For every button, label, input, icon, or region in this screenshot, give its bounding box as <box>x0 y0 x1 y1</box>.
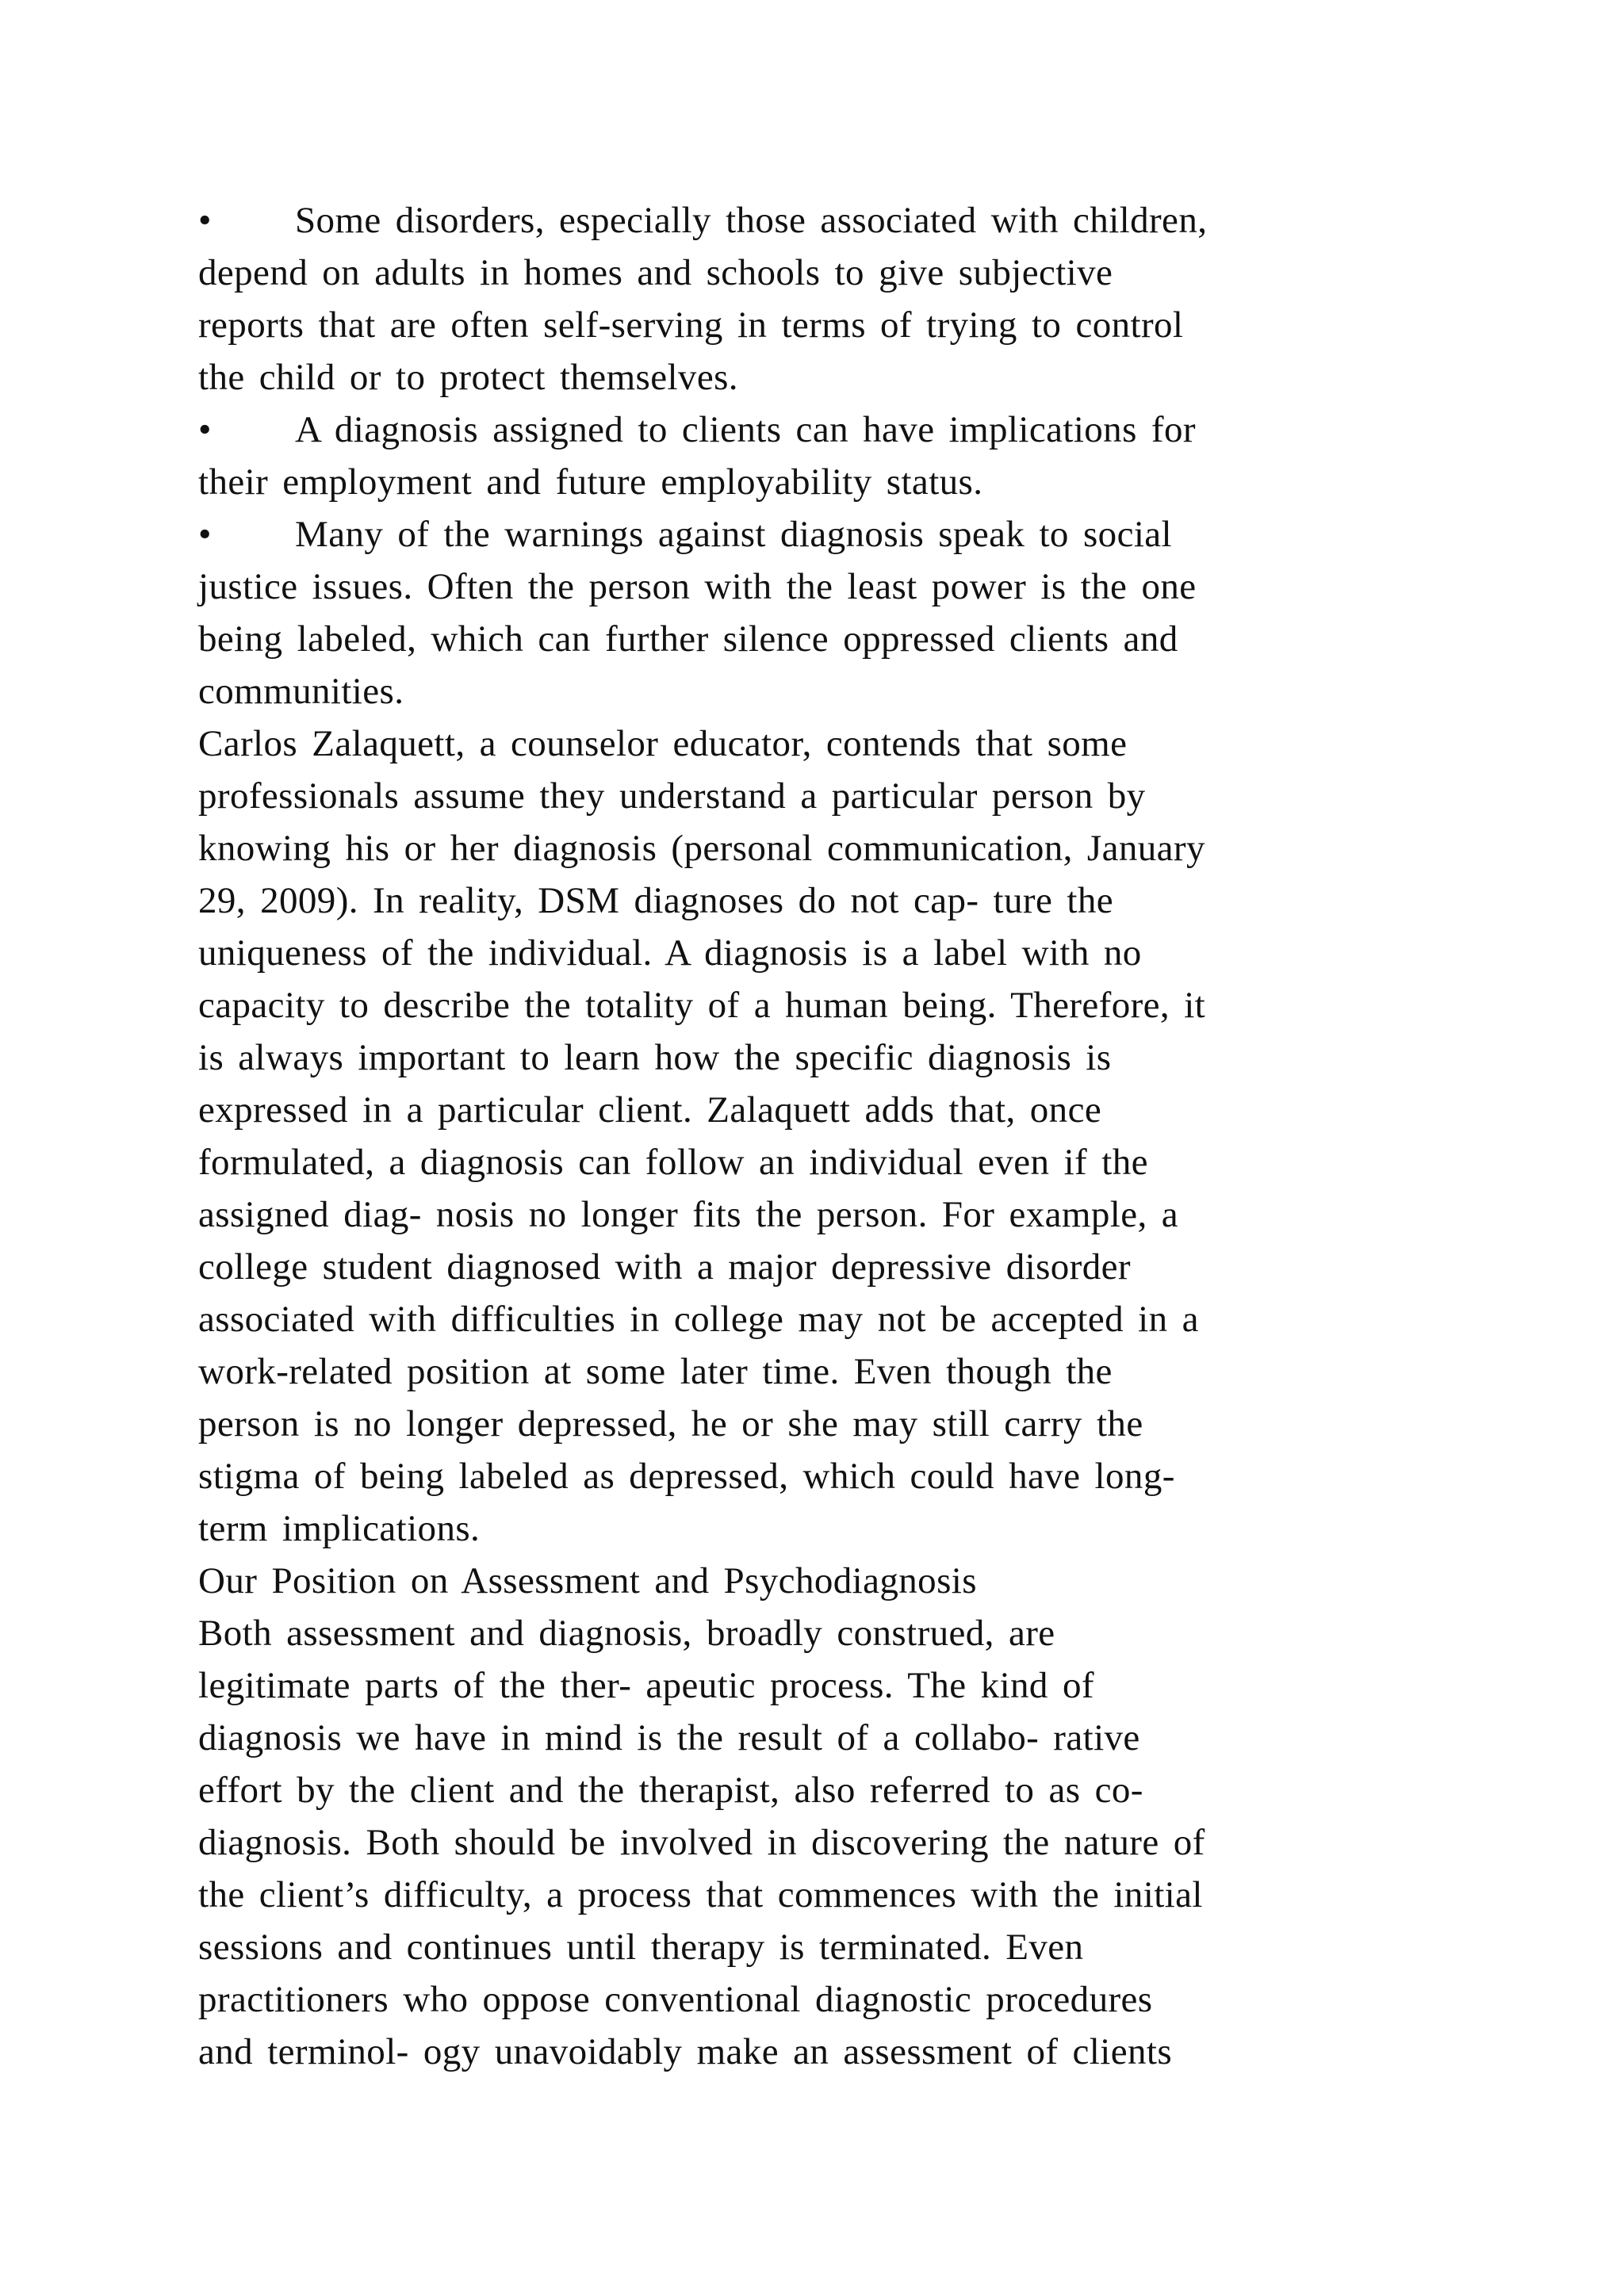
paragraph-1-line-4: 29, 2009). In reality, DSM diagnoses do not cap- ture the <box>198 880 1114 921</box>
paragraph-2-line-9: and terminol- ogy unavoidably make an assessment of clients <box>198 2031 1173 2072</box>
paragraph-2-line-6: the client’s difficulty, a process that commences with the initial <box>198 1874 1203 1915</box>
paragraph-1-line-9: formulated, a diagnosis can follow an individual even if the <box>198 1142 1148 1183</box>
paragraph-1-line-3: knowing his or her diagnosis (personal communication, January <box>198 828 1205 869</box>
bullet-3-line-3: being labeled, which can further silence oppressed clients and <box>198 618 1178 660</box>
bullet-1-line-2: depend on adults in homes and schools to give subjective <box>198 252 1113 293</box>
paragraph-1-line-14: person is no longer depressed, he or she may still carry the <box>198 1403 1143 1445</box>
paragraph-1-line-13: work-related position at some later time. Even though the <box>198 1351 1113 1392</box>
bullet-2-line-2: their employment and future employability status. <box>198 461 983 503</box>
bullet-icon: • <box>198 409 212 450</box>
paragraph-1-line-16: term implications. <box>198 1508 481 1549</box>
bullet-1-line-1 <box>198 194 1435 247</box>
paragraph-1-line-2: professionals assume they understand a particular person by <box>198 775 1146 817</box>
paragraph-2-line-2: legitimate parts of the ther- apeutic process. The kind of <box>198 1665 1094 1706</box>
paragraph-1-line-15: stigma of being labeled as depressed, which could have long- <box>198 1456 1175 1497</box>
bullet-2-line-1 <box>198 404 1435 456</box>
paragraph-2-line-1: Both assessment and diagnosis, broadly construed, are <box>198 1613 1055 1654</box>
paragraph-2-line-4: effort by the client and the therapist, also referred to as co- <box>198 1770 1143 1811</box>
paragraph-2-line-8: practitioners who oppose conventional diagnostic procedures <box>198 1979 1153 2020</box>
paragraph-1-line-7: is always important to learn how the specific diagnosis is <box>198 1037 1112 1078</box>
paragraph-2-line-3: diagnosis we have in mind is the result of a collabo- rative <box>198 1717 1140 1758</box>
paragraph-2-line-7: sessions and continues until therapy is terminated. Even <box>198 1927 1084 1968</box>
paragraph-1-line-8: expressed in a particular client. Zalaquett adds that, once <box>198 1089 1102 1131</box>
bullet-3-line-4: communities. <box>198 671 404 712</box>
bullet-1-text-1: Some disorders, especially those associated with children, <box>295 200 1208 241</box>
bullet-3-line-1 <box>198 508 1435 561</box>
paragraph-1-line-6: capacity to describe the totality of a human being. Therefore, it <box>198 985 1206 1026</box>
paragraph-2-line-5: diagnosis. Both should be involved in discovering the nature of <box>198 1822 1205 1863</box>
paragraph-1-line-5: uniqueness of the individual. A diagnosis is a label with no <box>198 932 1142 974</box>
bullet-2-text-1: A diagnosis assigned to clients can have implications for <box>295 409 1196 450</box>
bullet-3-line-2: justice issues. Often the person with the least power is the one <box>198 566 1197 607</box>
bullet-1-line-4: the child or to protect themselves. <box>198 357 738 398</box>
bullet-icon: • <box>198 200 212 241</box>
paragraph-1-line-1: Carlos Zalaquett, a counselor educator, contends that some <box>198 723 1128 764</box>
paragraph-1-line-11: college student diagnosed with a major depressive disorder <box>198 1246 1131 1288</box>
bullet-1-line-3: reports that are often self-serving in terms of trying to control <box>198 304 1184 346</box>
section-heading: Our Position on Assessment and Psychodiagnosis <box>198 1560 977 1601</box>
bullet-icon: • <box>198 514 212 555</box>
bullet-3-text-1: Many of the warnings against diagnosis speak to social <box>295 514 1173 555</box>
paragraph-1-line-10: assigned diag- nosis no longer fits the person. For example, a <box>198 1194 1179 1235</box>
paragraph-1-line-12: associated with difficulties in college may not be accepted in a <box>198 1299 1199 1340</box>
document-text <box>198 194 1435 2078</box>
